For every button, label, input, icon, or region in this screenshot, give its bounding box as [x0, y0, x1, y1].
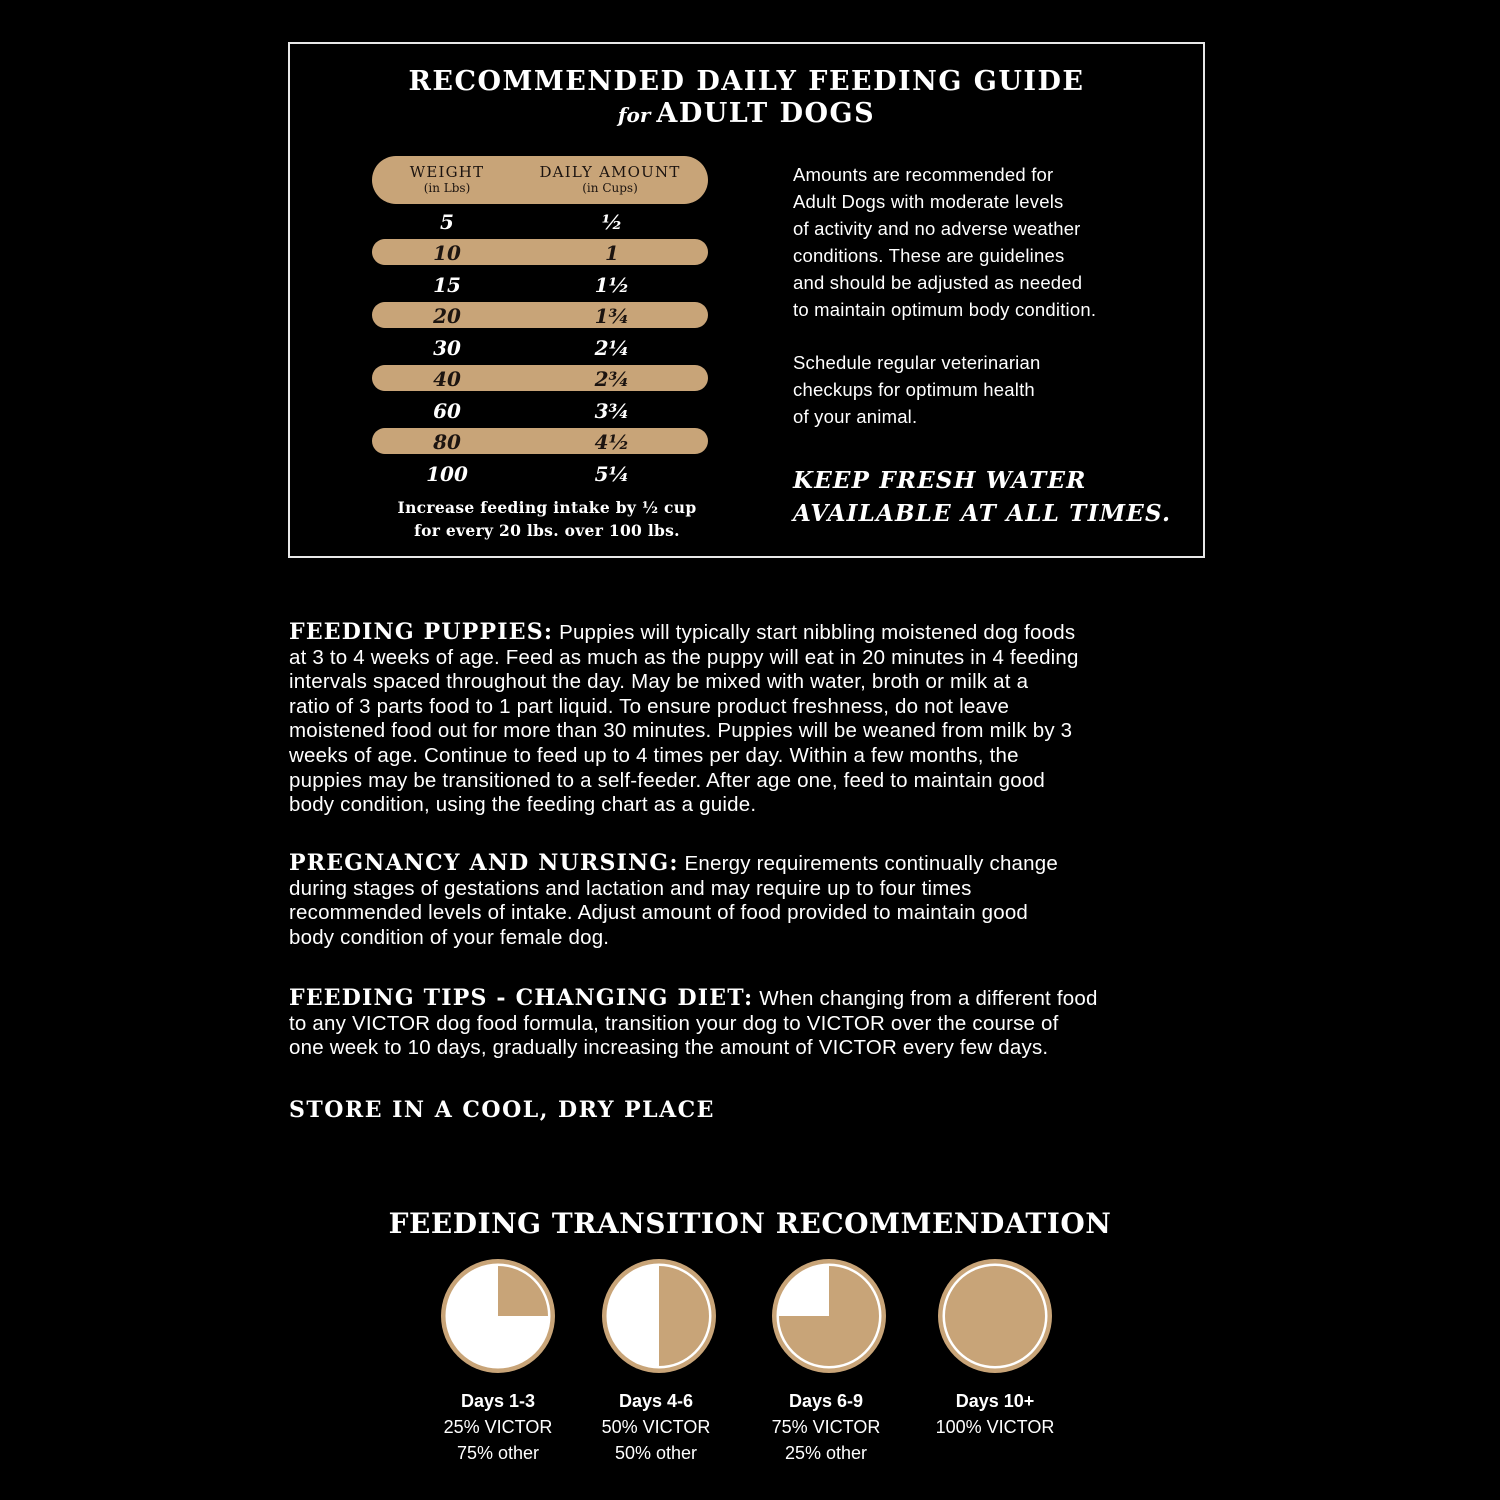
amount-cell: 1: [605, 241, 619, 265]
weight-cell: 30: [433, 336, 461, 360]
weight-cell: 15: [433, 273, 461, 297]
transition-caption: [910, 1388, 1080, 1440]
table-row: [372, 208, 708, 234]
amount-cell: 4½: [594, 430, 630, 454]
section-heading: PREGNANCY AND NURSING:: [289, 850, 679, 876]
weight-cell: 40: [433, 367, 461, 391]
table-row: [372, 365, 708, 391]
table-row: [372, 334, 708, 360]
table-note: Increase feeding intake by ½ cup for every 20 lbs. over 100 lbs.: [397, 498, 697, 540]
transition-pie: [935, 1256, 1055, 1376]
section-heading: FEEDING PUPPIES:: [289, 619, 554, 645]
transition-pie-chart: [438, 1256, 558, 1376]
transition-days: Days 1-3: [460, 1391, 536, 1411]
weight-cell: 5: [440, 210, 454, 234]
transition-caption: [413, 1388, 583, 1466]
fresh-water-notice: KEEP FRESH WATER AVAILABLE AT ALL TIMES.: [793, 467, 1172, 527]
guide-paragraph-vet: Schedule regular veterinarian checkups for optimum health of your animal.: [793, 352, 1041, 427]
other-percent: 50% other: [614, 1443, 698, 1463]
victor-percent: 75% VICTOR: [771, 1417, 881, 1437]
guide-title: RECOMMENDED DAILY FEEDING GUIDE: [408, 66, 1085, 97]
feeding-puppies-section: FEEDING PUPPIES: Puppies will typically start nibbling moistened dog foods at 3 to 4 weeks of age. Feed as much as the puppy will eat in 20 minutes in 4 feeding intervals spaced throughout the day. May be mixed with water, broth or milk at a ratio of 3 parts food to 1 part liquid. To ensure product freshness, do not leave moistened food out for more than 30 minutes. Puppies will be weaned from milk by 3 weeks of age. Continue to feed up to 4 times per day. Within a few months, the puppies may be transitioned to a self-feeder. After age one, feed to maintain good body condition, using the feeding chart as a guide.: [289, 619, 1079, 817]
feeding-table-header: [372, 156, 708, 204]
transition-days: Days 4-6: [618, 1391, 694, 1411]
transition-caption: [741, 1388, 911, 1466]
transition-pie: [438, 1256, 558, 1376]
amount-cell: 5¼: [594, 462, 630, 486]
table-row: [372, 271, 708, 297]
amount-cell: 3¾: [594, 399, 630, 423]
table-row: [372, 428, 708, 454]
weight-cell: 100: [426, 462, 468, 486]
weight-cell: 80: [433, 430, 461, 454]
pie-slice-victor: [498, 1266, 548, 1316]
weight-cell: 20: [433, 304, 461, 328]
section-heading: FEEDING TIPS - CHANGING DIET:: [289, 985, 754, 1011]
pregnancy-nursing-section: PREGNANCY AND NURSING: Energy requirements continually change during stages of gestations and lactation and may require up to four times recommended levels of intake. Adjust amount of food provided to maintain good body condition of your female dog.: [289, 850, 1058, 949]
amount-cell: 1½: [594, 273, 630, 297]
table-row: [372, 302, 708, 328]
table-row: [372, 460, 708, 486]
guide-paragraph-amounts: Amounts are recommended for Adult Dogs with moderate levels of activity and no adverse weather conditions. These are guidelines and should be adjusted as needed to maintain optimum body condition.: [793, 164, 1097, 320]
amount-cell: 2¼: [594, 336, 630, 360]
guide-subtitle: [290, 98, 1203, 131]
pie-slice-victor: [945, 1266, 1045, 1366]
amount-cell: ½: [601, 210, 623, 234]
weight-cell: 10: [433, 241, 461, 265]
table-row: [372, 397, 708, 423]
transition-pie: [599, 1256, 719, 1376]
feeding-guide-box: [288, 42, 1205, 558]
victor-percent: 100% VICTOR: [935, 1417, 1055, 1437]
transition-title: FEEDING TRANSITION RECOMMENDATION: [388, 1207, 1112, 1240]
transition-days: Days 10+: [955, 1391, 1035, 1411]
transition-pie-chart: [769, 1256, 889, 1376]
other-percent: 25% other: [784, 1443, 868, 1463]
transition-caption: [571, 1388, 741, 1466]
amount-cell: 2¾: [594, 367, 630, 391]
table-row: [372, 239, 708, 265]
feeding-tips-section: FEEDING TIPS - CHANGING DIET: When changing from a different food to any VICTOR dog food formula, transition your dog to VICTOR over the course of one week to 10 days, gradually increasing the amount of VICTOR every few days.: [289, 985, 1098, 1060]
transition-pie-chart: [935, 1256, 1055, 1376]
weight-cell: 60: [433, 399, 461, 423]
transition-pie-chart: [599, 1256, 719, 1376]
weight-column-header: WEIGHT (in Lbs): [409, 163, 485, 195]
amount-cell: 1¾: [594, 304, 630, 328]
amount-column-header: DAILY AMOUNT (in Cups): [539, 163, 681, 195]
transition-days: Days 6-9: [788, 1391, 864, 1411]
guide-subtitle-for: for: [617, 103, 651, 127]
storage-notice: STORE IN A COOL, DRY PLACE: [289, 1097, 715, 1123]
guide-subtitle-main: ADULT DOGS: [656, 98, 876, 129]
other-percent: 75% other: [456, 1443, 540, 1463]
victor-percent: 25% VICTOR: [443, 1417, 553, 1437]
transition-pie: [769, 1256, 889, 1376]
victor-percent: 50% VICTOR: [601, 1417, 711, 1437]
